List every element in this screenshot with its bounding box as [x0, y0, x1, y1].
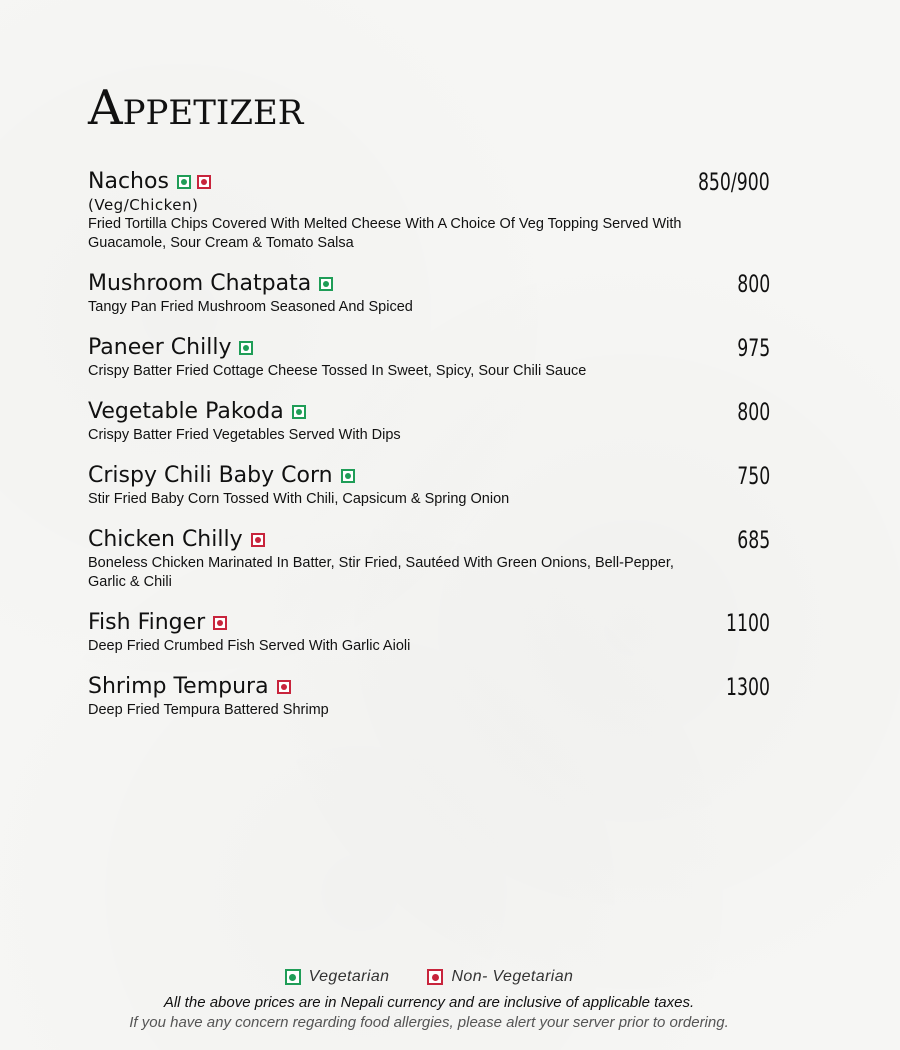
- menu-item-description: Crispy Batter Fried Cottage Cheese Tossed In Sweet, Spicy, Sour Chili Sauce: [88, 363, 587, 379]
- menu-item-description: Deep Fried Crumbed Fish Served With Garlic Aioli: [88, 638, 411, 654]
- menu-item-header: [88, 673, 770, 701]
- menu-item-name: Mushroom Chatpata: [88, 271, 312, 296]
- menu-item-price: 750: [737, 462, 770, 490]
- menu-page: [88, 0, 770, 1050]
- diet-marks: [292, 405, 306, 419]
- menu-item-subtitle: (Veg/Chicken): [88, 196, 199, 214]
- menu-item-header: [88, 334, 770, 362]
- menu-item-header: [88, 270, 770, 298]
- veg-symbol-icon: [177, 175, 191, 189]
- menu-item-price: 975: [737, 334, 770, 362]
- menu-item-name: Paneer Chilly: [88, 335, 232, 360]
- menu-item-header: [88, 526, 770, 554]
- diet-marks: [239, 341, 253, 355]
- menu-item-header: [88, 462, 770, 490]
- menu-item: [88, 334, 770, 381]
- menu-item-price: 685: [737, 526, 770, 554]
- menu-item: [88, 673, 770, 720]
- menu-item-name: Shrimp Tempura: [88, 674, 269, 699]
- menu-item-description: Stir Fried Baby Corn Tossed With Chili, Capsicum & Spring Onion: [88, 491, 510, 507]
- diet-marks: [341, 469, 355, 483]
- menu-item-description: Tangy Pan Fried Mushroom Seasoned And Spiced: [88, 299, 413, 315]
- menu-item-price: 1300: [726, 673, 770, 701]
- legend-veg-label: Vegetarian: [308, 968, 390, 985]
- diet-marks: [319, 277, 333, 291]
- veg-symbol-icon: [341, 469, 355, 483]
- non-veg-symbol-icon: [213, 616, 227, 630]
- section-title: Appetizer: [88, 80, 304, 136]
- menu-item: [88, 270, 770, 317]
- menu-item-price: 1100: [726, 609, 770, 637]
- non-veg-symbol-icon: [277, 680, 291, 694]
- veg-symbol-icon: [292, 405, 306, 419]
- menu-item-name: Crispy Chili Baby Corn: [88, 463, 333, 488]
- diet-marks: [213, 616, 227, 630]
- menu-item-name: Chicken Chilly: [88, 527, 243, 552]
- menu-item: [88, 462, 770, 509]
- diet-legend: [88, 968, 770, 986]
- menu-item: [88, 398, 770, 445]
- diet-marks: [277, 680, 291, 694]
- diet-marks: [177, 175, 211, 189]
- menu-item-description: Deep Fried Tempura Battered Shrimp: [88, 702, 329, 718]
- menu-item-description: Crispy Batter Fried Vegetables Served With Dips: [88, 427, 401, 443]
- menu-item-description: Boneless Chicken Marinated In Batter, Stir Fried, Sautéed With Green Onions, Bell-Pepper, Garlic & Chili: [88, 555, 674, 590]
- legend-non-veg: [427, 968, 573, 986]
- non-veg-symbol-icon: [197, 175, 211, 189]
- veg-symbol-icon: [285, 969, 301, 985]
- menu-item-description: Fried Tortilla Chips Covered With Melted Cheese With A Choice Of Veg Topping Served With Guacamole, Sour Cream & Tomato Salsa: [88, 216, 682, 251]
- menu-item-name: Fish Finger: [88, 610, 206, 635]
- non-veg-symbol-icon: [251, 533, 265, 547]
- legend-non-veg-label: Non- Vegetarian: [451, 968, 574, 985]
- menu-item-header: [88, 609, 770, 637]
- diet-marks: [251, 533, 265, 547]
- veg-symbol-icon: [319, 277, 333, 291]
- menu-item: [88, 526, 770, 592]
- menu-item-price: 800: [737, 398, 770, 426]
- menu-item-name: Vegetable Pakoda: [88, 399, 284, 424]
- menu-items-list: [88, 168, 770, 737]
- menu-item: [88, 609, 770, 656]
- menu-item-price: 800: [737, 270, 770, 298]
- veg-symbol-icon: [239, 341, 253, 355]
- menu-item: [88, 168, 770, 253]
- price-note: All the above prices are in Nepali currency and are inclusive of applicable taxes.: [163, 994, 695, 1011]
- legend-veg: [285, 968, 390, 986]
- menu-item-header: [88, 398, 770, 426]
- non-veg-symbol-icon: [427, 969, 443, 985]
- allergy-note: If you have any concern regarding food allergies, please alert your server prior to ordering.: [129, 1014, 729, 1031]
- menu-item-name: Nachos: [88, 169, 169, 194]
- menu-item-header: [88, 168, 770, 196]
- menu-item-price: 850/900: [698, 168, 770, 196]
